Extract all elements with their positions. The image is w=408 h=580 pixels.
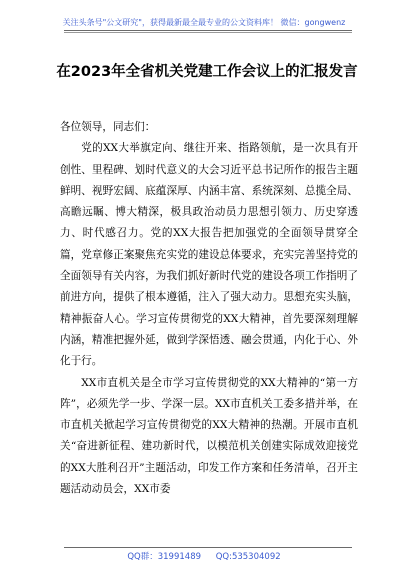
header-banner: 关注头条号"公文研究"，获得最新最全最专业的公文资料库！ 微信：gongwenz	[62, 18, 346, 27]
header-divider	[64, 30, 352, 31]
salutation: 各位领导，同志们：	[60, 121, 156, 133]
footer-qq: QQ:535304092	[215, 552, 281, 562]
footer-qq-group: QQ群：31991489	[127, 552, 202, 562]
body-paragraph-2: XX市直机关是全市学习宣传贯彻党的XX大精神的“第一方阵”，必须先学一步、学深一层。XX市直机关工委多措并举，在市直机关掀起学习宣传贯彻党的XX大精神的热潮。开展市直机关“奋进新征程、建功新时代，以模范机关创建实际成效迎接党的XX大胜利召开”主题活动，印发工作方案和任务清单，召开主题活动动员会，XX市委	[60, 376, 358, 496]
body-paragraph-1: 党的XX大举旗定向、继往开来、指路领航，是一次具有开创性、里程碑、划时代意义的大会习近平总书记所作的报告主题鲜明、视野宏阔、底蕴深厚、内涵丰富、系统深刻、总揽全局、高瞻远瞩、博大精深，极具政治动员力思想引领力、历史穿透力、时代感召力。党的XX大报告把加强党的全面领导贯穿全篇，党章修正案聚焦充实党的建设总体要求，充实完善坚持党的全面领导有关内容，为我们抓好新时代党的建设各项工作指明了前进方向，提供了根本遵循，注入了强大动力。思想充实头脑，精神振奋人心。学习宣传贯彻党的XX大精神，首先要深刻理解内涵，精准把握外延，做到学深悟透、融会贯通，内化于心、外化于行。	[60, 142, 358, 368]
header-divider-secondary	[64, 32, 352, 33]
footer-divider	[64, 547, 352, 548]
document-title: 在2023年全省机关党建工作会议上的汇报发言	[56, 64, 358, 80]
footer-contact	[0, 550, 408, 562]
document-body	[60, 117, 358, 500]
